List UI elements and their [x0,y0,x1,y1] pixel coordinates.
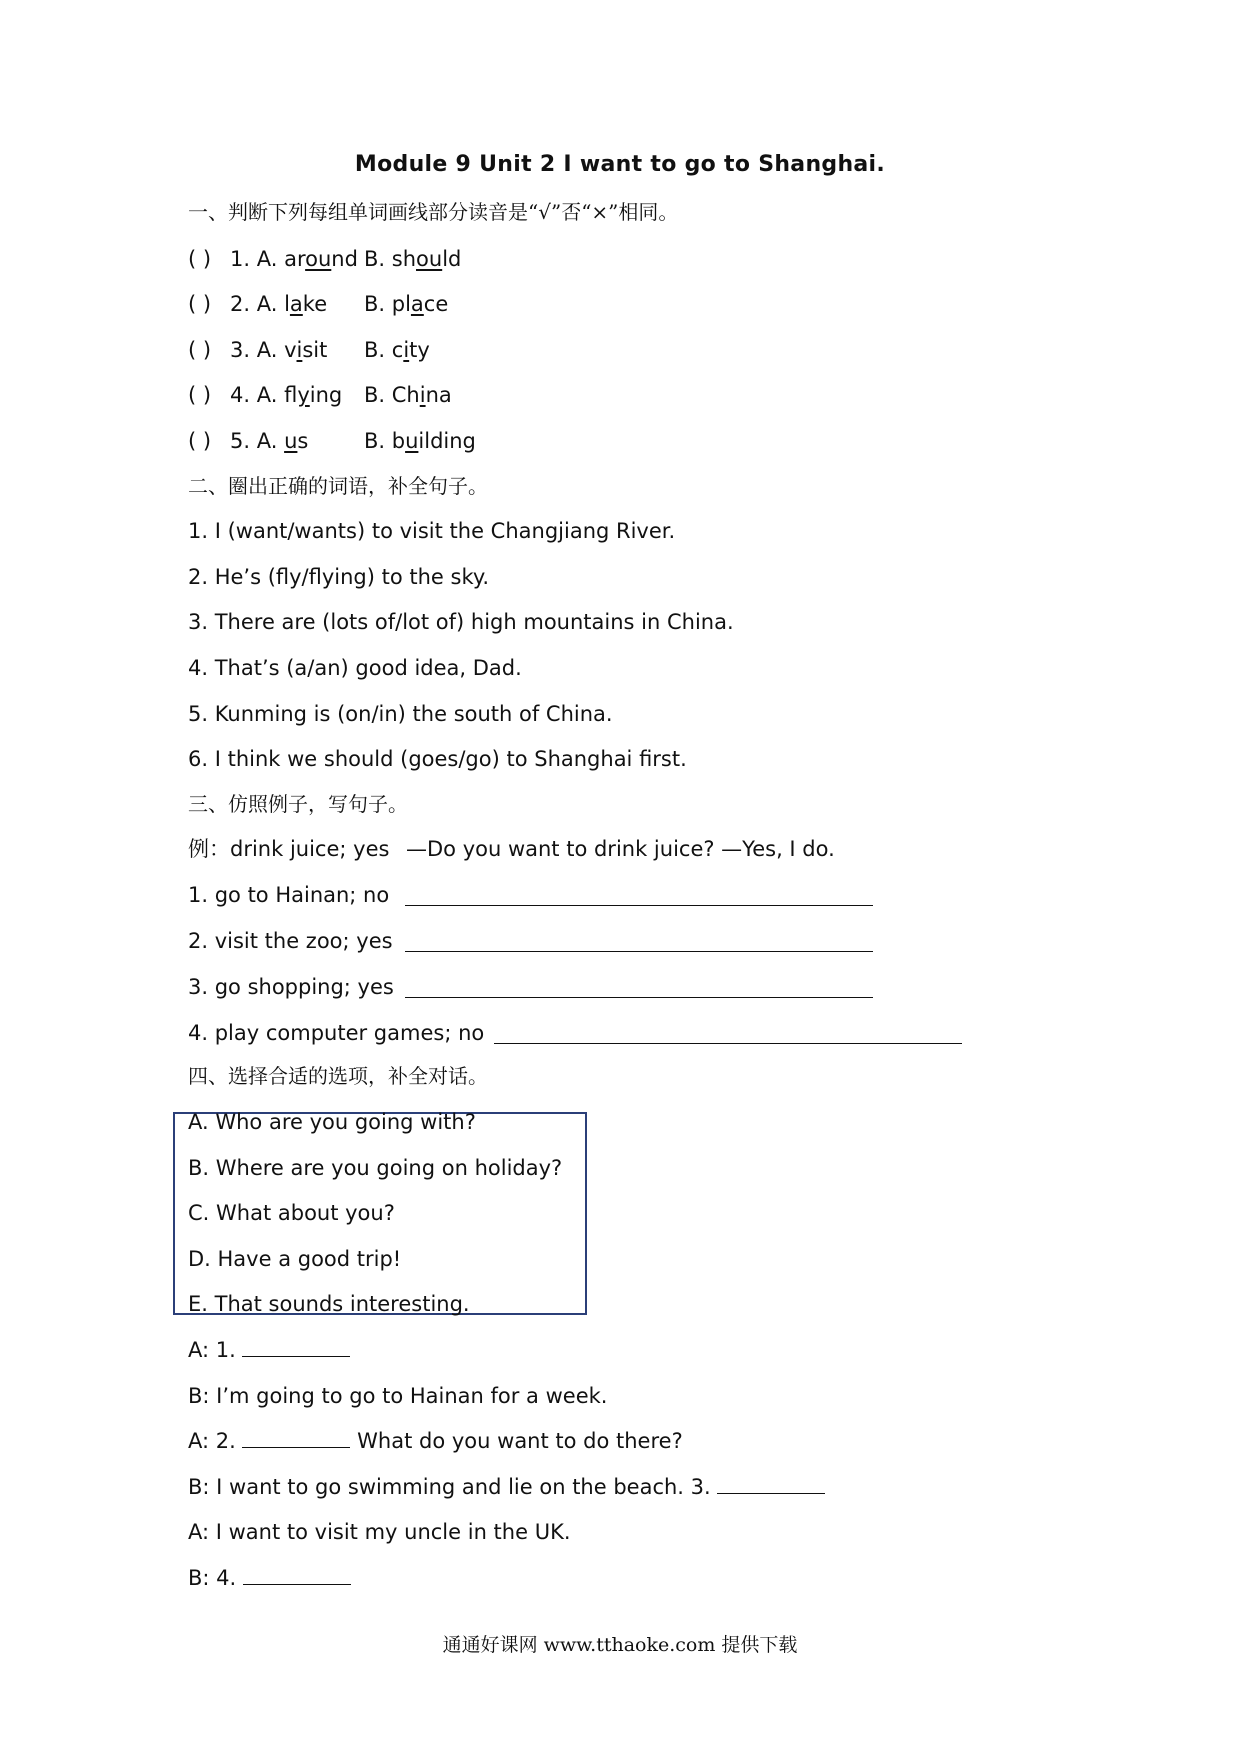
list-item: 1. I (want/wants) to visit the Changjiang River. [188,519,676,543]
section2-heading: 二、圈出正确的词语，补全句子。 [188,474,488,498]
answer-blank[interactable] [242,1427,350,1448]
section4-heading: 四、选择合适的选项，补全对话。 [188,1064,488,1088]
list-item: 3. go shopping; yes [188,975,394,999]
option-item: C. What about you? [188,1201,395,1225]
option-item: D. Have a good trip! [188,1247,402,1271]
list-item: ( ) 2. A. lake B. place [188,292,449,316]
answer-blank[interactable] [717,1473,825,1494]
list-item: 6. I think we should (goes/go) to Shanghai first. [188,747,687,771]
answer-blank[interactable] [243,1564,351,1585]
list-item: ( ) 3. A. visit B. city [188,338,430,362]
section3-heading: 三、仿照例子，写句子。 [188,792,408,816]
answer-blank[interactable] [494,1043,962,1044]
option-item: E. That sounds interesting. [188,1292,470,1316]
dialogue-line: A: I want to visit my uncle in the UK. [188,1520,571,1544]
section1-heading: 一、判断下列每组单词画线部分读音是“√”否“×”相同。 [188,200,679,224]
list-item: 1. go to Hainan; no [188,883,390,907]
list-item: 4. play computer games; no [188,1021,485,1045]
list-item: 2. He’s (fly/flying) to the sky. [188,565,489,589]
list-item: 3. There are (lots of/lot of) high mountains in China. [188,610,734,634]
list-item: 5. Kunming is (on/in) the south of China. [188,702,613,726]
answer-blank[interactable] [405,951,873,952]
option-item: A. Who are you going with? [188,1110,476,1134]
dialogue-line: A: 2. What do you want to do there? [188,1429,683,1453]
answer-blank[interactable] [405,997,873,998]
answer-blank[interactable] [242,1336,350,1357]
dialogue-line: B: I’m going to go to Hainan for a week. [188,1384,608,1408]
example-prompt: 例：drink juice; yes [188,837,390,861]
page-footer: 通通好课网 www.tthaoke.com 提供下载 [442,1634,798,1656]
dialogue-line: B: I want to go swimming and lie on the beach. 3. [188,1473,825,1501]
dialogue-line: B: 4. [188,1564,351,1592]
list-item: ( ) 5. A. us B. building [188,429,476,453]
worksheet-title: Module 9 Unit 2 I want to go to Shanghai. [354,152,886,177]
dialogue-line: A: 1. [188,1336,350,1364]
example-line [188,835,835,863]
list-item: ( ) 1. A. around B. should [188,247,462,271]
example-answer: —Do you want to drink juice? —Yes, I do. [406,837,835,861]
list-item: ( ) 4. A. flying B. China [188,383,452,407]
list-item: 2. visit the zoo; yes [188,929,393,953]
list-item: 4. That’s (a/an) good idea, Dad. [188,656,522,680]
option-item: B. Where are you going on holiday? [188,1156,563,1180]
answer-blank[interactable] [405,905,873,906]
